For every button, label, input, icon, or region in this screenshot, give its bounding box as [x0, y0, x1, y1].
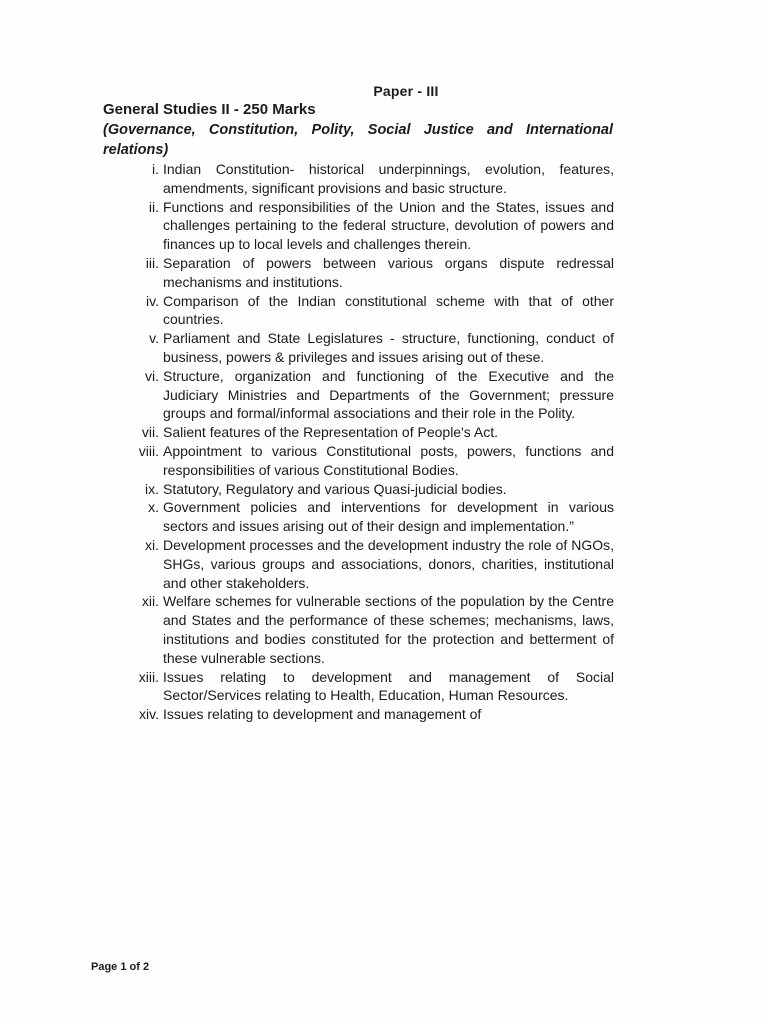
section-subheading: (Governance, Constitution, Polity, Social Justice and International relations): [103, 122, 613, 158]
topic-item: [100, 292, 614, 330]
topic-number: v.: [149, 330, 159, 347]
topic-text: Government policies and interventions for development in various sectors and issues arising out of their design and implementation.”: [163, 499, 614, 535]
topic-item: [100, 367, 614, 423]
topic-text: Issues relating to development and management of: [163, 706, 482, 723]
topic-text: Indian Constitution- historical underpinnings, evolution, features, amendments, significant provisions and basic structure.: [163, 161, 614, 196]
topic-number: ix.: [145, 480, 159, 497]
topic-text: Salient features of the Representation of People's Act.: [163, 424, 498, 441]
topic-item: [100, 160, 614, 198]
paper-label: Paper - III: [373, 83, 439, 99]
topic-number: xi.: [145, 536, 159, 553]
topic-item: [100, 480, 614, 499]
topic-item: [100, 198, 614, 254]
topic-item: [100, 705, 614, 724]
topic-number: i.: [152, 161, 159, 177]
topic-item: [100, 668, 614, 706]
topic-number: xiii.: [138, 668, 159, 685]
topic-number: ii.: [148, 198, 159, 215]
topic-number: xiv.: [139, 706, 159, 723]
topic-number: iii.: [145, 254, 159, 271]
page-number: Page 1 of 2: [91, 961, 150, 973]
topic-text: Issues relating to development and management of Social Sector/Services relating to Health, Education, Human Resources.: [163, 668, 614, 704]
topic-text: Structure, organization and functioning of the Executive and the Judiciary Ministries and Departments of the Government; pressure groups and formal/informal associations and their role in the Polity.: [163, 367, 614, 422]
topic-number: vii.: [141, 424, 159, 441]
topic-text: Parliament and State Legislatures - structure, functioning, conduct of business, powers & privileges and issues arising out of these.: [163, 330, 614, 365]
topic-item: [100, 329, 614, 367]
topic-list: [100, 160, 614, 724]
topic-text: Appointment to various Constitutional posts, powers, functions and responsibilities of various Constitutional Bodies.: [163, 442, 614, 478]
topic-number: x.: [148, 499, 159, 516]
topic-number: viii.: [138, 442, 159, 459]
topic-item: [100, 592, 614, 667]
topic-number: iv.: [146, 292, 159, 309]
topic-item: [100, 498, 614, 536]
topic-text: Welfare schemes for vulnerable sections of the population by the Centre and States and the performance of these schemes; mechanisms, laws, institutions and bodies constituted for the protection and betterment of these vulnerable sections.: [163, 593, 614, 666]
topic-text: Separation of powers between various organs dispute redressal mechanisms and institutions.: [163, 254, 614, 290]
topic-number: vi.: [145, 367, 159, 384]
topic-item: [100, 536, 614, 592]
topic-text: Functions and responsibilities of the Union and the States, issues and challenges pertaining to the federal structure, devolution of powers and finances up to local levels and challenges therein.: [163, 198, 614, 253]
section-heading: General Studies II - 250 Marks: [103, 101, 316, 118]
topic-text: Statutory, Regulatory and various Quasi-judicial bodies.: [163, 480, 507, 497]
topic-item: [100, 442, 614, 480]
topic-text: Comparison of the Indian constitutional scheme with that of other countries.: [163, 292, 614, 328]
topic-item: [100, 254, 614, 292]
topic-text: Development processes and the development industry the role of NGOs, SHGs, various groups and associations, donors, charities, institutional and other stakeholders.: [163, 536, 614, 591]
topic-number: xii.: [141, 593, 159, 610]
topic-item: [100, 423, 614, 442]
